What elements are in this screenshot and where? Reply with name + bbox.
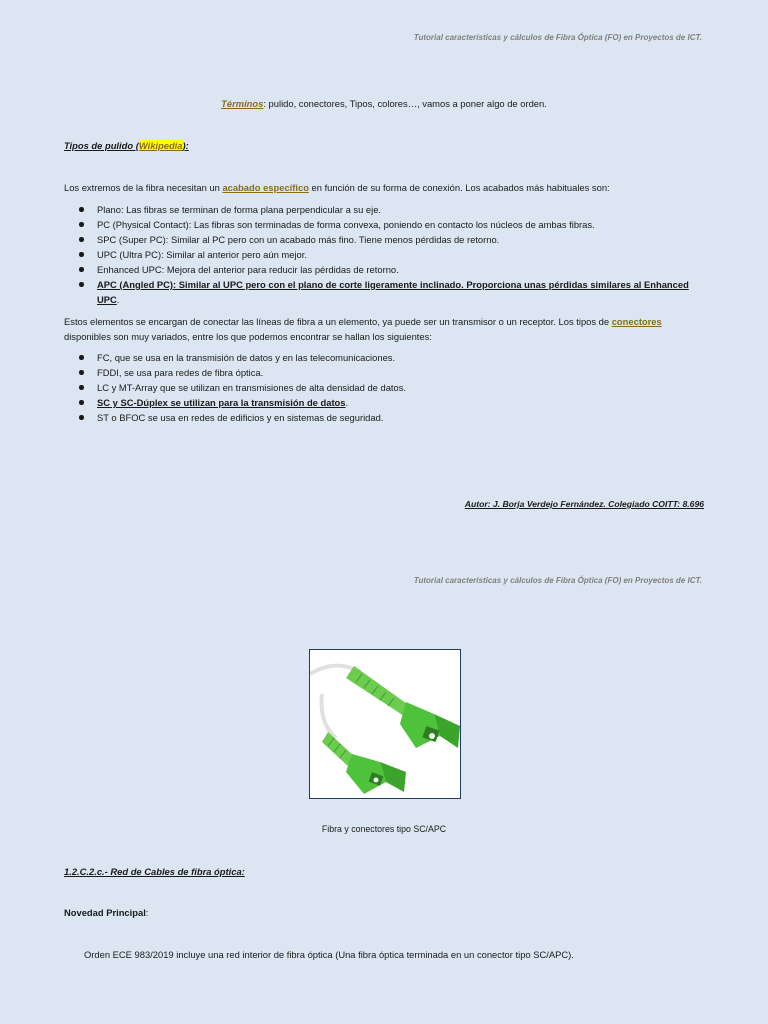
terminos-text: : pulido, conectores, Tipos, colores…, vamos a poner algo de orden. — [263, 98, 547, 109]
list-item: FC, que se usa en la transmisión de datos y en las telecomunicaciones. — [64, 350, 704, 365]
acabado-link[interactable]: acabado específico — [222, 182, 309, 193]
list-item: Plano: Las fibras se terminan de forma plana perpendicular a su eje. — [64, 202, 704, 217]
novedad-colon: : — [145, 907, 149, 918]
fiber-connectors-image — [309, 649, 461, 799]
conectores-link[interactable]: conectores — [611, 316, 662, 327]
wikipedia-link[interactable]: Wikipedia — [138, 140, 183, 151]
image-caption: Fibra y conectores tipo SC/APC — [321, 824, 447, 834]
conectores-paragraph — [64, 314, 724, 344]
list-item: UPC (Ultra PC): Similar al anterior pero aún mejor. — [64, 247, 704, 262]
intro-text-end: en función de su forma de conexión. Los acabados más habituales son: — [308, 182, 610, 193]
novedad-label-text: Novedad Principal — [64, 907, 146, 918]
conectores-text: Estos elementos se encargan de conectar las líneas de fibra a un elemento, ya puede ser un transmisor o un receptor. Los tipos de — [64, 316, 612, 327]
list-item: Enhanced UPC: Mejora del anterior para reducir las pérdidas de retorno. — [64, 262, 704, 277]
intro-text-start: Los extremos de la fibra necesitan un — [64, 182, 223, 193]
page-header-2: Tutorial características y cálculos de Fibra Óptica (FO) en Proyectos de ICT. — [413, 576, 702, 585]
page-header: Tutorial características y cálculos de Fibra Óptica (FO) en Proyectos de ICT. — [413, 33, 702, 42]
list-item: PC (Physical Contact): Las fibras son terminadas de forma convexa, poniendo en contacto los núcleos de ambas fibras. — [64, 217, 704, 232]
list-item: SPC (Super PC): Similar al PC pero con un acabado más fino. Tiene menos pérdidas de retorno. — [64, 232, 704, 247]
apc-end: . — [116, 294, 120, 305]
section-heading — [64, 864, 245, 879]
sc-link[interactable]: SC y SC-Dúplex se utilizan para la transmisión de datos — [97, 397, 346, 408]
orden-paragraph: Orden ECE 983/2019 incluye una red interior de fibra óptica (Una fibra óptica terminada en un conector tipo SC/APC). — [84, 949, 574, 960]
apc-link[interactable]: APC (Angled PC): Similar al UPC pero con el plano de corte ligeramente inclinado. Proporciona unas pérdidas similares al Enhanced UPC — [97, 279, 689, 305]
list-item-sc — [64, 395, 704, 410]
list-item: FDDI, se usa para redes de fibra óptica. — [64, 365, 704, 380]
intro-paragraph — [64, 180, 704, 195]
list-item-apc — [64, 277, 704, 307]
pulido-list — [64, 202, 704, 307]
conectores-text-line2: disponibles son muy variados, entre los que podemos encontrar se hallan los siguientes: — [64, 331, 432, 342]
terminos-line — [0, 96, 768, 111]
author-text: Autor: J. Borja Verdejo Fernández. Colegiado COITT: 8.696 — [464, 499, 704, 509]
sc-end: . — [345, 397, 349, 408]
terminos-link[interactable]: Términos — [221, 98, 264, 109]
section-heading-text: 1.2.C.2.c.- Red de Cables de fibra óptica: — [64, 866, 245, 877]
list-item: LC y MT-Array que se utilizan en transmisiones de alta densidad de datos. — [64, 380, 704, 395]
pulido-heading-end: ): — [182, 140, 189, 151]
novedad-label — [64, 905, 148, 920]
pulido-heading-text: Tipos de pulido ( — [64, 140, 139, 151]
list-item: ST o BFOC se usa en redes de edificios y en sistemas de seguridad. — [64, 410, 704, 425]
pulido-heading — [64, 138, 189, 153]
fiber-connector-illustration — [310, 650, 460, 798]
author-credit — [465, 497, 704, 512]
conectores-list — [64, 350, 704, 425]
